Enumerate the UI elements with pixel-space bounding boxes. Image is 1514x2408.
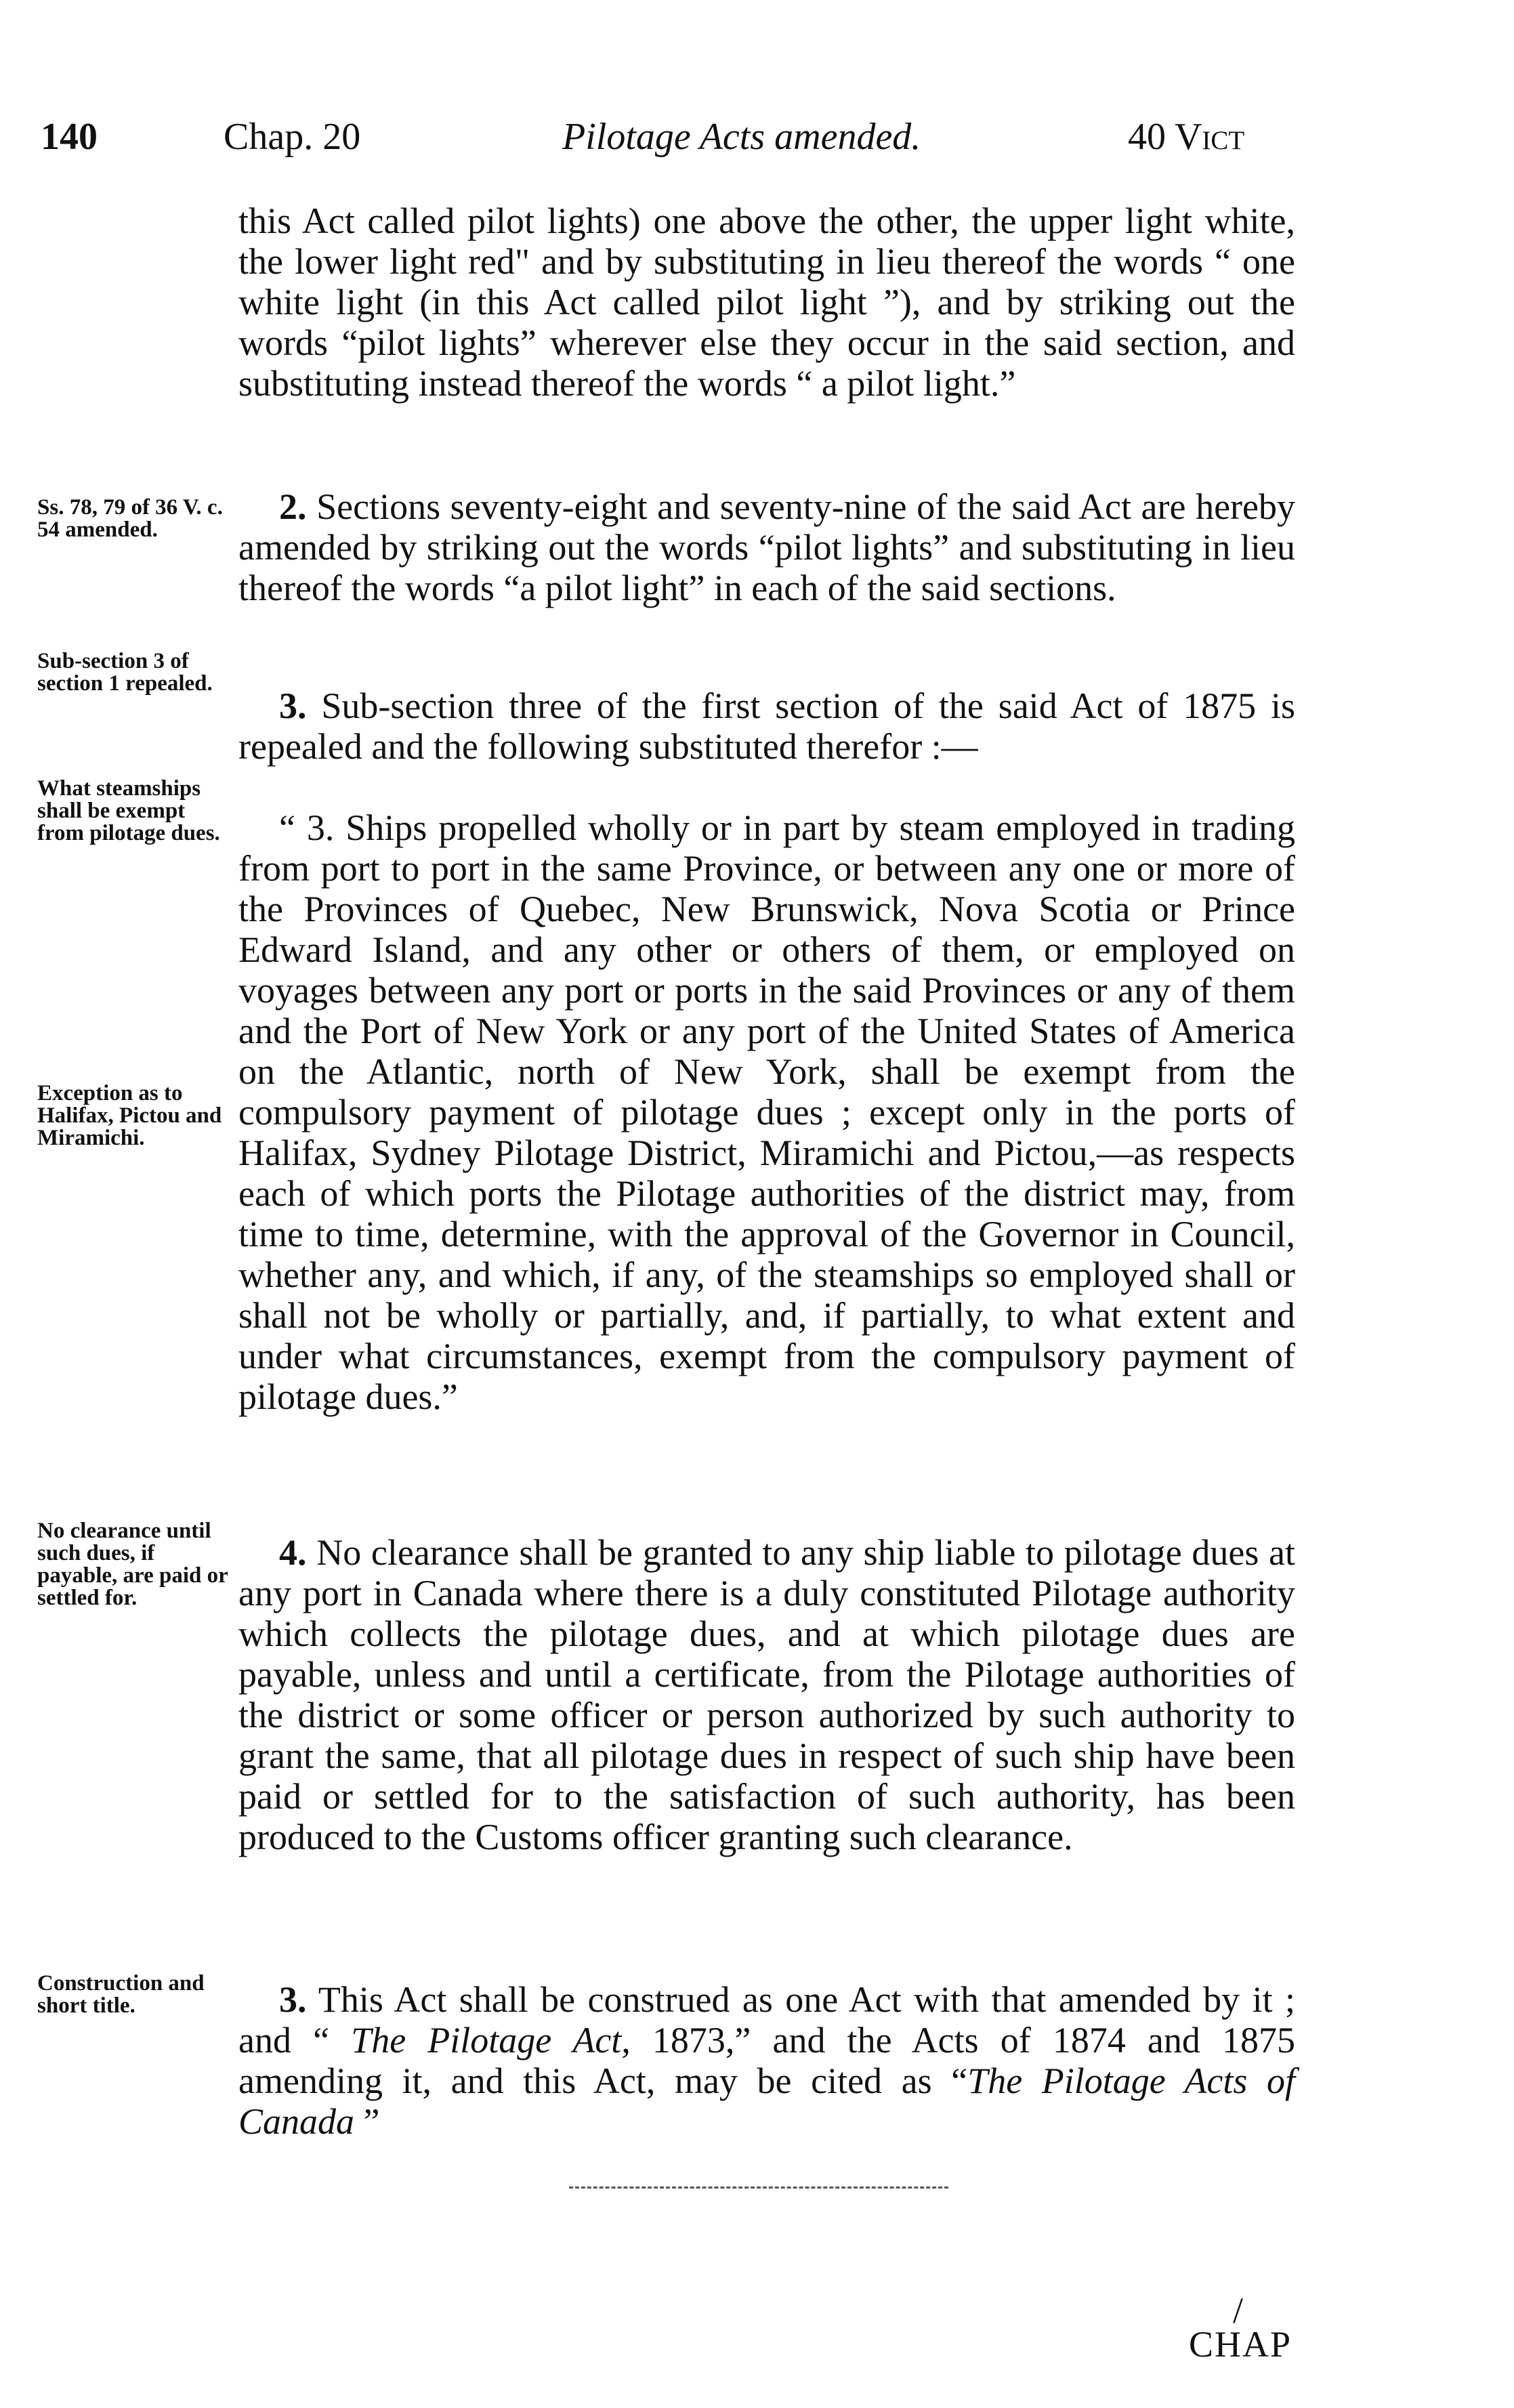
section-number: 2.: [279, 486, 307, 527]
section-text: ”: [354, 2101, 380, 2142]
section-4: [238, 1532, 1295, 1857]
margin-note-steamships-exempt: What steamships shall be exempt from pilotage dues.: [37, 776, 220, 845]
quoted-text: “ 3. Ships propelled wholly or in part by steam employed in trading from port to port in the same Province, or between any one or more of the Provinces of Quebec, New Brunswick, Nova Scotia or Prince Edward Island, and any other or others of them, or employed on voyages between any port or ports in the said Provinces or any of them and the Port of New York or any port of the United States of America on the Atlantic, north of New York, shall be exempt from the compulsory payment of pilotage dues ; except only in the ports of Halifax, Sydney Pilotage District, Miramichi and Pictou,—as respects each of which ports the Pilotage authorities of the district may, from time to time, determine, with the approval of the Governor in Council, whether any, and which, if any, of the steamships so employed shall or shall not be wholly or partially, and, if partially, to what extent and under what circumstances, exempt from the compulsory payment of pilotage dues.”: [238, 807, 1295, 1417]
section-3: [238, 685, 1295, 767]
running-title: Pilotage Acts amended.: [562, 116, 921, 158]
section-text: This Act shall be construed as one Act with that amended by it ; and “: [238, 1979, 1295, 2061]
section-number: 3.: [279, 1979, 307, 2020]
catchword: CHAP: [1189, 2324, 1292, 2365]
margin-note-no-clearance: No clearance until such dues, if payable, are paid or settled for.: [37, 1519, 228, 1610]
printer-mark: /: [1233, 2290, 1244, 2331]
page-number: 140: [41, 116, 98, 158]
section-text: Sub-section three of the first section of the said Act of 1875 is repealed and the following substituted therefor :—: [238, 685, 1295, 767]
margin-note-subsection-repealed: Sub-section 3 of section 1 repealed.: [37, 649, 213, 696]
short-title: The Pilotage Acts of Canada: [238, 2061, 1295, 2142]
margin-note-halifax-exception: Exception as to Halifax, Pictou and Miramichi.: [37, 1081, 222, 1150]
section-text: , 1873,” and the Acts of 1874 and 1875 amending it, and this Act, may be cited as “: [238, 2020, 1296, 2101]
paragraph-text: this Act called pilot lights) one above the other, the upper light white, the lower light red" and by substituting in lieu thereof the words “ one white light (in this Act called pilot light ”), and by striking out the words “pilot lights” wherever else they occur in the said section, and substituting instead thereof the words “ a pilot light.”: [238, 200, 1295, 404]
chapter-label: Chap. 20: [224, 116, 361, 158]
section-text: Sections seventy-eight and seventy-nine of the said Act are hereby amended by striking out the words “pilot lights” and substituting in lieu thereof the words “a pilot light” in each of the said sections.: [238, 486, 1295, 608]
section-5: [238, 1979, 1295, 2142]
section-number: 4.: [279, 1532, 307, 1573]
paragraph-continuation: [238, 200, 1295, 404]
quoted-subsection-3: [238, 807, 1295, 1417]
section-2: [238, 486, 1295, 608]
section-number: 3.: [279, 685, 307, 726]
section-divider: [569, 2187, 948, 2189]
section-text: No clearance shall be granted to any ship liable to pilotage dues at any port in Canada where there is a duly constituted Pilotage authority which collects the pilotage dues, and at which pilotage dues are payable, unless and until a certificate, from the Pilotage authorities of the district or some officer or person authorized by such authority to grant the same, that all pilotage dues in respect of such ship have been paid or settled for to the satisfaction of such authority, has been produced to the Customs officer granting such clearance.: [238, 1532, 1295, 1857]
margin-note-construction: Construction and short title.: [37, 1971, 205, 2018]
act-title: The Pilotage Act: [351, 2020, 622, 2061]
regnal-year: 40 Vict: [1128, 116, 1245, 158]
margin-note-ss-78-79: Ss. 78, 79 of 36 V. c. 54 amended.: [37, 495, 223, 542]
